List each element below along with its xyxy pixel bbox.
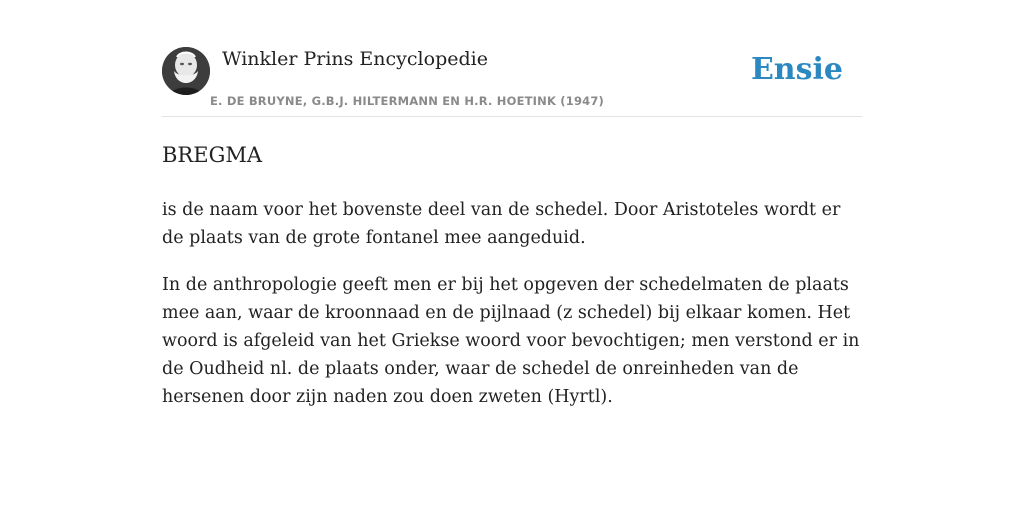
author-avatar (162, 47, 210, 95)
source-authors: E. DE BRUYNE, G.B.J. HILTERMANN EN H.R. HOETINK (1947) (210, 94, 605, 108)
article-paragraph: is de naam voor het bovenste deel van de schedel. Door Aristoteles wordt er de plaats van de grote fontanel mee aangeduid. (162, 200, 841, 248)
brand-logo[interactable]: Ensie (750, 52, 843, 87)
article-title: BREGMA (162, 143, 263, 167)
portrait-photo-icon (162, 47, 210, 95)
article (162, 140, 862, 430)
source-header (162, 46, 862, 117)
source-title[interactable]: Winkler Prins Encyclopedie (222, 48, 488, 70)
article-paragraph: In de anthropologie geeft men er bij het opgeven der schedelmaten de plaats mee aan, waar de kroonnaad en de pijlnaad (z schedel) bij elkaar komen. Het woord is afgeleid van het Griekse woord voor bevochtigen; men verstond er in de Oudheid nl. de plaats onder, waar de schedel de onreinheden van de hersenen door zijn naden zou doen zweten (Hyrtl). (162, 275, 860, 407)
